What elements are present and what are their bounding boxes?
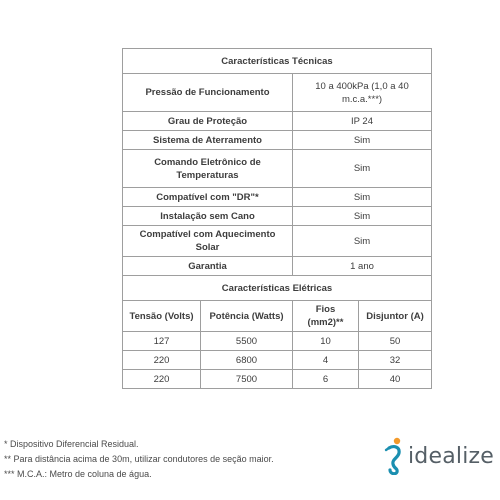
tech-row [123, 257, 432, 276]
seahorse-logo-icon [384, 437, 404, 475]
tech-row-label: Compatível com "DR"* [123, 188, 293, 207]
footnote-mca: *** M.C.A.: Metro de coluna de água. [4, 469, 152, 479]
tech-row-label: Grau de Proteção [123, 112, 293, 131]
elec-cell: 220 [123, 351, 201, 370]
elec-row [123, 370, 432, 389]
footnote-dr: * Dispositivo Diferencial Residual. [4, 439, 139, 449]
tech-row [123, 131, 432, 150]
tech-row [123, 207, 432, 226]
elec-cell: 220 [123, 370, 201, 389]
brand-logo [384, 437, 494, 475]
elec-cell: 7500 [201, 370, 293, 389]
tech-row-value: Sim [293, 207, 432, 226]
tech-row [123, 150, 432, 188]
tech-row-value: IP 24 [293, 112, 432, 131]
tech-row-label: Pressão de Funcionamento [123, 74, 293, 112]
elec-cell: 50 [359, 332, 432, 351]
tech-row-value: 1 ano [293, 257, 432, 276]
tech-row-label: Compatível com Aquecimento Solar [123, 226, 293, 257]
tech-row [123, 188, 432, 207]
tech-row-value: Sim [293, 131, 432, 150]
tech-row [123, 226, 432, 257]
tech-row-label: Instalação sem Cano [123, 207, 293, 226]
tech-row-value: Sim [293, 226, 432, 257]
elec-cell: 4 [293, 351, 359, 370]
tech-row [123, 74, 432, 112]
elec-cell: 6 [293, 370, 359, 389]
elec-col-header: Disjuntor (A) [359, 301, 432, 332]
elec-cell: 127 [123, 332, 201, 351]
elec-row [123, 351, 432, 370]
tech-row-label: Garantia [123, 257, 293, 276]
tech-row-value: Sim [293, 150, 432, 188]
elec-cell: 5500 [201, 332, 293, 351]
footnote-distance: ** Para distância acima de 30m, utilizar condutores de seção maior. [4, 454, 274, 464]
elec-header-row [123, 301, 432, 332]
elec-col-header: Fios (mm2)** [293, 301, 359, 332]
tech-row-value: Sim [293, 188, 432, 207]
tech-row-value: 10 a 400kPa (1,0 a 40 m.c.a.***) [293, 74, 432, 112]
elec-col-header: Tensão (Volts) [123, 301, 201, 332]
elec-cell: 6800 [201, 351, 293, 370]
tech-section-title: Características Técnicas [123, 49, 432, 74]
elec-cell: 32 [359, 351, 432, 370]
footnotes [4, 437, 274, 482]
elec-cell: 10 [293, 332, 359, 351]
elec-cell: 40 [359, 370, 432, 389]
tech-row-label: Comando Eletrônico de Temperaturas [123, 150, 293, 188]
tech-row [123, 112, 432, 131]
elec-col-header: Potência (Watts) [201, 301, 293, 332]
tech-row-label: Sistema de Aterramento [123, 131, 293, 150]
elec-section-title: Características Elétricas [123, 276, 432, 301]
elec-row [123, 332, 432, 351]
specifications-table [122, 48, 432, 389]
brand-name: idealize [408, 443, 495, 469]
